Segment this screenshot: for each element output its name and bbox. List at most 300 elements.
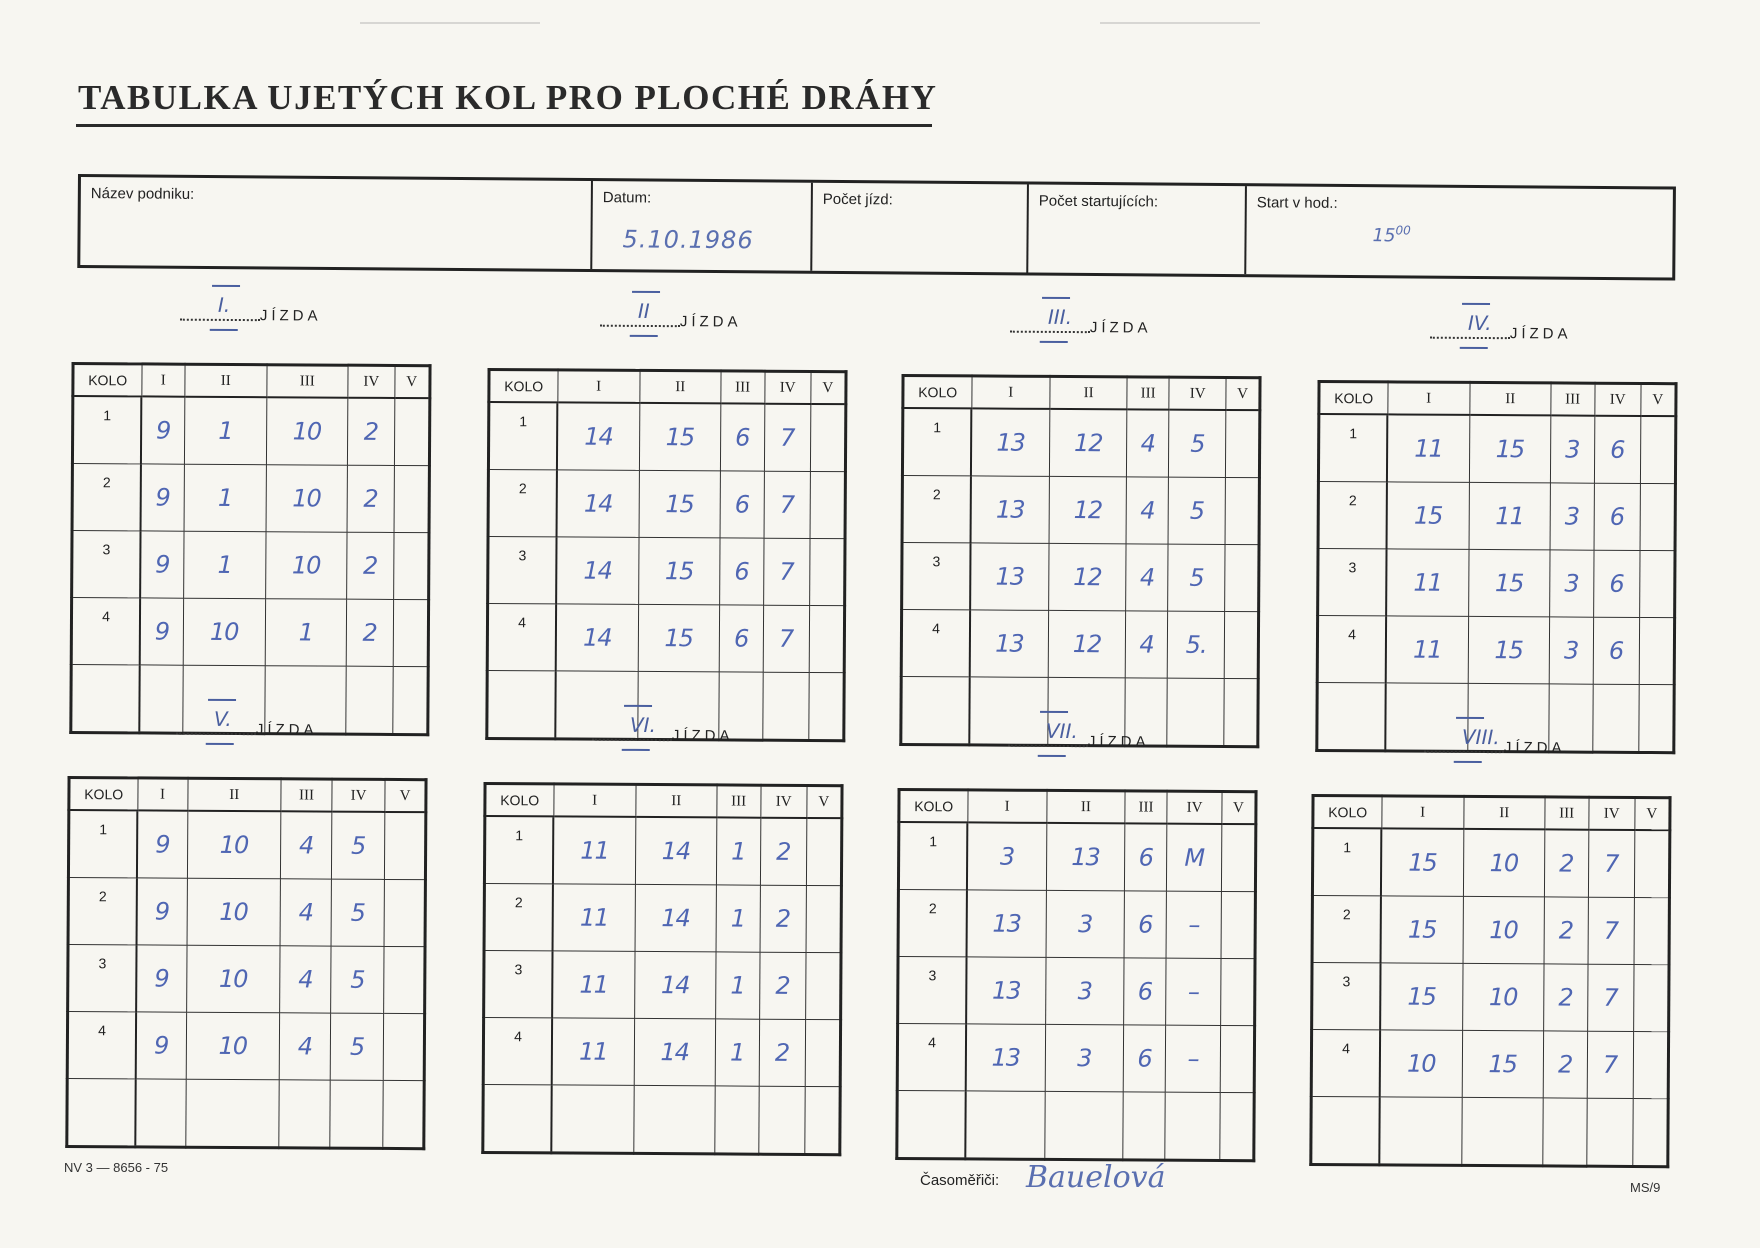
- run-number-overline: [1042, 297, 1070, 299]
- table-row: [68, 945, 425, 1014]
- rider-entry: [805, 952, 841, 1019]
- rider-entry: 7: [1587, 964, 1634, 1031]
- rider-entry: 2: [759, 1019, 806, 1086]
- run-number-overline: [208, 699, 236, 701]
- run-heading: [1430, 309, 1630, 376]
- lap-number: 2: [898, 890, 967, 957]
- rider-entry: 6: [1124, 891, 1167, 958]
- rider-entry: 9: [137, 878, 187, 945]
- rider-entry: [1226, 410, 1260, 478]
- rider-entry: 7: [764, 471, 811, 538]
- column-header: V: [394, 365, 430, 398]
- table-header-row: [69, 778, 426, 813]
- rider-entry: [393, 532, 429, 599]
- rider-entry: 5.: [1167, 611, 1225, 678]
- rider-entry: 1: [184, 464, 266, 531]
- rider-entry: 4: [1127, 409, 1169, 477]
- rider-entry: 13: [971, 408, 1050, 476]
- rider-entry: 14: [556, 537, 639, 605]
- rider-entry: [279, 1080, 330, 1148]
- rider-entry: 6: [720, 403, 764, 471]
- column-header: II: [636, 784, 717, 817]
- field-date: [592, 181, 813, 271]
- column-header: I: [141, 364, 185, 397]
- run-number: II: [637, 298, 650, 323]
- field-label: Počet startujících:: [1038, 192, 1159, 211]
- lap-number: [67, 1079, 136, 1147]
- column-header: V: [385, 779, 426, 812]
- run-label: JÍZDA: [1503, 739, 1566, 757]
- run-heading: [1424, 723, 1624, 790]
- rider-entry: [1220, 1025, 1254, 1092]
- rider-entry: 6: [1594, 416, 1641, 484]
- rider-entry: 10: [266, 397, 348, 465]
- column-header-kolo: KOLO: [1319, 382, 1388, 415]
- rider-entry: [1221, 824, 1255, 892]
- rider-entry: 12: [1049, 409, 1127, 477]
- lap-number: 2: [484, 884, 553, 951]
- table-row: [898, 822, 1255, 892]
- run-label: JÍZDA: [1089, 319, 1152, 337]
- run-number-overline: [1462, 303, 1490, 305]
- table-row: [898, 890, 1255, 959]
- field-run-count: [812, 183, 1029, 273]
- run-number: IV.: [1467, 310, 1492, 336]
- lap-number: 4: [71, 598, 140, 665]
- table-row: [1312, 828, 1669, 898]
- table-row: [488, 537, 845, 606]
- rider-entry: 2: [1543, 964, 1587, 1031]
- column-header: IV: [761, 785, 807, 818]
- rider-entry: [1640, 416, 1676, 484]
- rider-entry: 6: [1594, 483, 1641, 550]
- rider-entry: 6: [720, 471, 764, 538]
- lap-number: 3: [902, 543, 971, 610]
- rider-entry: 14: [634, 1018, 715, 1085]
- table-row: [484, 884, 841, 953]
- column-header-kolo: KOLO: [1313, 796, 1382, 829]
- rider-entry: [383, 1013, 424, 1080]
- rider-entry: 13: [971, 476, 1050, 543]
- run-label: JÍZDA: [1509, 325, 1572, 343]
- column-header: I: [1387, 382, 1470, 415]
- table-header-row: [73, 364, 430, 399]
- rider-entry: 10: [1463, 829, 1544, 897]
- rider-entry: [1634, 830, 1670, 898]
- column-header-kolo: KOLO: [489, 370, 558, 403]
- paper-mark: [360, 22, 540, 24]
- lap-number: 2: [1312, 896, 1381, 963]
- rider-entry: 14: [556, 604, 639, 672]
- rider-entry: 14: [557, 470, 640, 538]
- rider-entry: 6: [1593, 550, 1640, 617]
- rider-entry: 9: [141, 396, 185, 464]
- table-row: [1318, 414, 1675, 484]
- column-header: IV: [1167, 791, 1222, 824]
- rider-entry: [394, 465, 430, 532]
- lap-number: 3: [1318, 549, 1387, 616]
- rider-entry: 3: [1046, 957, 1124, 1024]
- rider-entry: [1462, 1097, 1543, 1165]
- rider-entry: 15: [639, 403, 720, 471]
- page-title: TABULKA UJETÝCH KOL PRO PLOCHÉ DRÁHY: [78, 78, 938, 117]
- rider-entry: [806, 885, 842, 952]
- rider-entry: 13: [967, 890, 1047, 957]
- lap-number: 2: [1318, 482, 1387, 549]
- field-event-name: [80, 177, 593, 269]
- rider-entry: [384, 946, 425, 1013]
- lap-number: 1: [72, 396, 141, 464]
- lap-number: [897, 1091, 966, 1159]
- run-number-underline: [206, 743, 234, 745]
- lap-number: 1: [1312, 828, 1381, 896]
- rider-entry: [385, 812, 426, 880]
- run-number-blank: [592, 739, 672, 741]
- field-value: $15^{00}$: [1372, 223, 1411, 247]
- event-info-box: [77, 174, 1676, 281]
- rider-entry: 13: [1046, 823, 1124, 891]
- column-header: V: [807, 785, 842, 818]
- run-number-overline: [1456, 717, 1484, 719]
- rider-entry: 11: [1386, 549, 1469, 617]
- column-header: III: [266, 365, 348, 398]
- column-header: IV: [1589, 797, 1635, 830]
- table-row: [1312, 896, 1669, 965]
- rider-entry: 11: [1387, 414, 1470, 482]
- rider-entry: 10: [1380, 1030, 1463, 1098]
- rider-entry: 15: [1380, 963, 1463, 1031]
- rider-entry: 10: [266, 465, 348, 532]
- run-number-blank: [1430, 337, 1510, 339]
- column-header: II: [1050, 376, 1127, 409]
- run-heading: [1008, 717, 1208, 784]
- rider-entry: –: [1166, 958, 1221, 1025]
- column-header: IV: [1169, 377, 1226, 410]
- rider-entry: M: [1167, 824, 1222, 892]
- rider-entry: [394, 398, 430, 466]
- rider-entry: [384, 879, 425, 946]
- table-row: [68, 810, 425, 880]
- lap-number: 1: [68, 810, 137, 878]
- table-header-row: [1313, 796, 1670, 831]
- lap-number: [487, 671, 556, 739]
- rider-entry: 5: [330, 1013, 384, 1080]
- rider-entry: 10: [1462, 963, 1543, 1030]
- table-row: [1312, 963, 1669, 1032]
- rider-entry: –: [1165, 1025, 1220, 1092]
- column-header: I: [557, 370, 640, 403]
- rider-entry: 4: [1126, 611, 1168, 678]
- rider-entry: 11: [553, 884, 636, 952]
- rider-entry: [1640, 483, 1676, 550]
- rider-entry: 11: [1386, 616, 1469, 684]
- rider-entry: [758, 1086, 805, 1154]
- rider-entry: 3: [1549, 550, 1593, 617]
- rider-entry: [1220, 1092, 1254, 1160]
- table-row: [483, 1018, 840, 1087]
- lap-number: 4: [67, 1012, 136, 1079]
- lap-number: 2: [488, 470, 557, 537]
- form-code: NV 3 — 8656 - 75: [64, 1160, 169, 1175]
- table-row: [901, 610, 1258, 679]
- rider-entry: 15: [638, 537, 719, 604]
- rider-entry: 6: [719, 538, 763, 605]
- column-header: II: [187, 778, 281, 811]
- field-value: 5.10.1986: [622, 225, 754, 255]
- rider-entry: 11: [553, 816, 636, 884]
- rider-entry: 2: [1544, 829, 1588, 897]
- rider-entry: 2: [1544, 897, 1588, 964]
- rider-entry: 1: [184, 397, 266, 465]
- lap-number: 4: [897, 1024, 966, 1091]
- rider-entry: 9: [136, 945, 186, 1012]
- field-label: Start v hod.:: [1256, 194, 1338, 212]
- table-row: [1317, 616, 1674, 685]
- run-block: [902, 302, 1262, 659]
- rider-entry: [551, 1085, 634, 1154]
- rider-entry: [809, 538, 845, 605]
- lap-number: 3: [484, 951, 553, 1018]
- rider-entry: 14: [635, 884, 716, 951]
- laps-table: [65, 776, 427, 1150]
- rider-entry: [1639, 617, 1675, 684]
- rider-entry: 6: [719, 605, 763, 672]
- run-number-underline: [630, 335, 658, 337]
- lap-number: 3: [488, 537, 557, 604]
- rider-entry: 5: [331, 879, 385, 946]
- rider-entry: [1123, 1092, 1166, 1160]
- rider-entry: 15: [1468, 616, 1549, 683]
- table-row: [72, 464, 429, 533]
- table-row: [67, 1079, 424, 1149]
- column-header: III: [281, 779, 332, 812]
- table-header-row: [485, 784, 842, 819]
- run-number-underline: [622, 749, 650, 751]
- run-number-blank: [176, 733, 256, 735]
- rider-entry: 13: [970, 543, 1049, 610]
- field-label: Název podniku:: [90, 185, 195, 203]
- rider-entry: 15: [1468, 549, 1549, 616]
- lap-number: 4: [487, 604, 556, 671]
- rider-entry: 3: [1550, 483, 1594, 550]
- run-number-underline: [1460, 347, 1488, 349]
- rider-entry: [809, 605, 845, 672]
- rider-entry: 10: [183, 598, 265, 665]
- lap-number: 2: [902, 476, 971, 543]
- lap-number: [1311, 1097, 1380, 1165]
- rider-entry: 7: [763, 538, 810, 605]
- rider-entry: 3: [1550, 415, 1594, 483]
- run-number: VIII.: [1461, 724, 1500, 750]
- rider-entry: [330, 1080, 384, 1148]
- run-block: [72, 290, 432, 647]
- field-start-time: [1246, 186, 1673, 277]
- table-row: [484, 951, 841, 1020]
- rider-entry: 7: [1587, 1031, 1634, 1098]
- rider-entry: 10: [186, 945, 280, 1013]
- rider-entry: 3: [1045, 1024, 1123, 1091]
- rider-entry: 12: [1049, 543, 1127, 610]
- rider-entry: 1: [715, 952, 759, 1019]
- table-row: [897, 1091, 1254, 1161]
- rider-entry: 5: [1168, 477, 1226, 544]
- rider-entry: 6: [1123, 1025, 1166, 1092]
- table-row: [488, 402, 845, 472]
- rider-entry: [1633, 964, 1669, 1031]
- rider-entry: 1: [716, 885, 760, 952]
- rider-entry: 9: [141, 464, 185, 531]
- rider-entry: 10: [1463, 896, 1544, 963]
- rider-entry: 4: [280, 879, 331, 946]
- column-header: V: [1641, 383, 1676, 416]
- rider-entry: 12: [1049, 476, 1127, 543]
- rider-entry: [810, 404, 846, 472]
- table-header-row: [1319, 382, 1676, 417]
- lap-number: [901, 677, 970, 745]
- page-code: MS/9: [1630, 1180, 1661, 1195]
- rider-entry: [1639, 550, 1675, 617]
- table-row: [1311, 1097, 1668, 1167]
- table-row: [68, 878, 425, 947]
- timekeeper-signature: Bauelová: [1026, 1160, 1166, 1195]
- timekeeper-label: Časoměřiči:: [920, 1172, 1000, 1189]
- rider-entry: [805, 1086, 841, 1154]
- rider-entry: [383, 1080, 424, 1148]
- column-header: I: [553, 784, 636, 817]
- rider-entry: [1225, 477, 1259, 544]
- run-block: [488, 296, 848, 653]
- field-label: Datum:: [602, 189, 652, 207]
- table-row: [483, 1085, 840, 1155]
- table-row: [71, 598, 428, 667]
- table-row: [1318, 549, 1675, 618]
- lap-number: 2: [68, 878, 137, 945]
- rider-entry: 5: [1169, 410, 1227, 478]
- rider-entry: 5: [331, 946, 385, 1013]
- laps-table: [485, 368, 847, 745]
- run-number: V.: [213, 706, 232, 731]
- rider-entry: 15: [1381, 828, 1464, 896]
- rider-entry: 2: [1543, 1031, 1587, 1098]
- rider-entry: 2: [760, 885, 807, 952]
- rider-entry: 2: [347, 465, 394, 532]
- field-label: Počet jízd:: [822, 190, 893, 209]
- rider-entry: [1379, 1097, 1462, 1166]
- column-header: II: [1470, 382, 1551, 415]
- rider-entry: [185, 1079, 279, 1148]
- lap-number: 3: [68, 945, 137, 1012]
- column-header: V: [1222, 791, 1256, 824]
- lap-number: 1: [484, 816, 553, 884]
- rider-entry: 6: [1124, 958, 1167, 1025]
- rider-entry: 4: [280, 946, 331, 1013]
- rider-entry: [1586, 1098, 1633, 1166]
- rider-entry: 3: [1549, 617, 1593, 684]
- rider-entry: 10: [265, 532, 347, 599]
- rider-entry: [393, 599, 429, 666]
- title-underline: [76, 124, 932, 127]
- rider-entry: [1633, 1098, 1669, 1166]
- rider-entry: 1: [715, 1019, 759, 1086]
- field-starter-count: [1028, 184, 1247, 274]
- rider-entry: 12: [1048, 610, 1126, 677]
- rider-entry: [634, 1085, 715, 1153]
- lap-number: [71, 665, 140, 733]
- rider-entry: 14: [557, 402, 640, 470]
- lap-number: 1: [488, 402, 557, 470]
- table-row: [898, 957, 1255, 1026]
- run-number-underline: [1038, 755, 1066, 757]
- run-number-overline: [1040, 711, 1068, 713]
- lap-number: 3: [1312, 963, 1381, 1030]
- column-header: IV: [332, 779, 386, 812]
- table-row: [484, 816, 841, 886]
- rider-entry: [1225, 611, 1259, 678]
- run-heading: [176, 705, 376, 772]
- column-header: I: [1381, 796, 1464, 829]
- rider-entry: 15: [1381, 896, 1464, 964]
- rider-entry: [1639, 684, 1675, 752]
- rider-entry: [809, 672, 845, 740]
- run-number-overline: [632, 291, 660, 293]
- table-header-row: [903, 376, 1260, 411]
- rider-entry: 15: [639, 470, 720, 537]
- laps-table: [481, 782, 843, 1156]
- table-row: [488, 470, 845, 539]
- lap-number: 4: [1311, 1030, 1380, 1097]
- column-header: IV: [1595, 383, 1641, 416]
- rider-entry: 1: [265, 599, 347, 666]
- column-header: II: [640, 370, 721, 403]
- rider-entry: 9: [137, 810, 187, 878]
- lap-number: 1: [898, 822, 967, 890]
- rider-entry: [805, 1019, 841, 1086]
- rider-entry: 11: [552, 951, 635, 1019]
- column-header: I: [137, 778, 187, 811]
- rider-entry: 4: [1126, 544, 1168, 611]
- table-row: [1318, 482, 1675, 551]
- run-number: I.: [217, 292, 231, 317]
- rider-entry: 7: [1588, 897, 1635, 964]
- column-header: III: [717, 785, 761, 818]
- rider-entry: 10: [187, 878, 281, 946]
- run-number: III.: [1047, 304, 1073, 330]
- column-header: II: [1047, 790, 1125, 823]
- table-row: [902, 543, 1259, 612]
- laps-table: [1309, 794, 1671, 1168]
- column-header-kolo: KOLO: [899, 790, 968, 823]
- rider-entry: 5: [1168, 544, 1226, 611]
- rider-entry: [965, 1091, 1045, 1159]
- column-header: I: [967, 790, 1047, 823]
- rider-entry: 6: [1124, 823, 1167, 891]
- rider-entry: 9: [140, 531, 184, 598]
- lap-number: 1: [902, 408, 971, 476]
- lap-number: 1: [1318, 414, 1387, 482]
- laps-table: [69, 362, 431, 739]
- run-number-blank: [1008, 745, 1088, 747]
- rider-entry: [392, 666, 428, 734]
- run-number-underline: [1454, 761, 1482, 763]
- table-header-row: [899, 790, 1256, 825]
- run-number-overline: [624, 705, 652, 707]
- rider-entry: 3: [1046, 890, 1124, 957]
- lap-number: [1317, 683, 1386, 751]
- laps-table: [895, 788, 1257, 1162]
- rider-entry: 6: [1593, 617, 1640, 684]
- table-row: [897, 1024, 1254, 1093]
- rider-entry: 4: [1126, 477, 1168, 544]
